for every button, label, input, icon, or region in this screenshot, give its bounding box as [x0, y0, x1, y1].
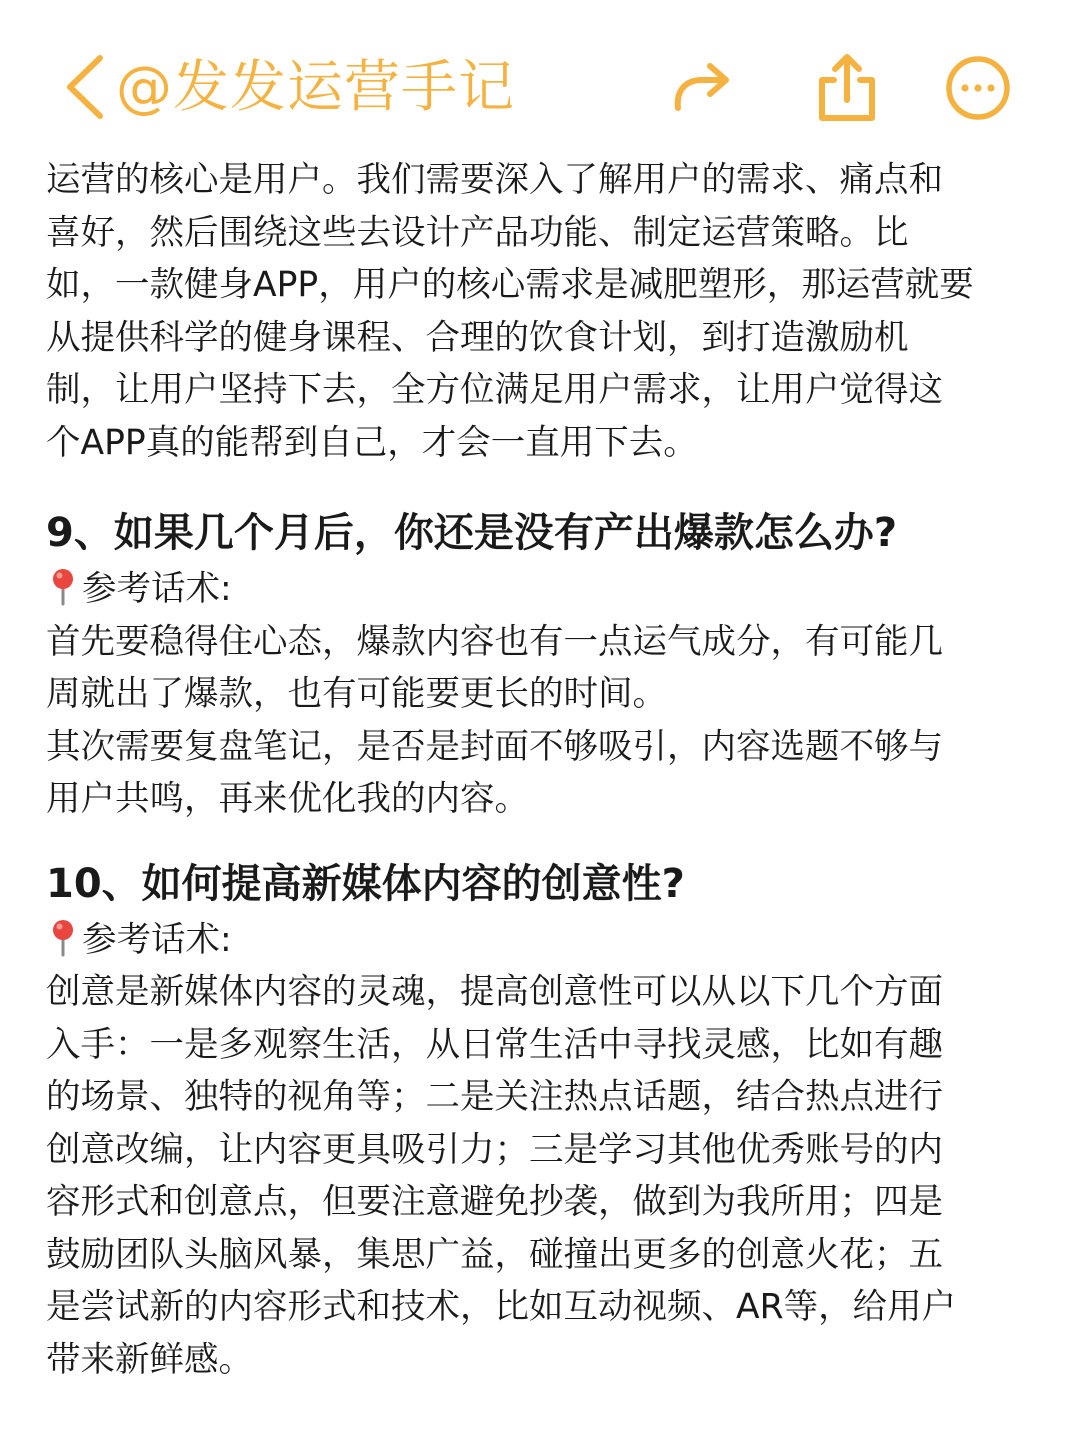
redo-arrow-icon [664, 50, 736, 126]
question-10-heading: 10、如何提高新媒体内容的创意性? [46, 860, 685, 907]
text-line: 鼓励团队头脑风暴，集思广益，碰撞出更多的创意火花；五 [46, 1234, 943, 1275]
reference-label [46, 563, 1046, 616]
text-line: 是尝试新的内容形式和技术，比如互动视频、AR等，给用户 [46, 1287, 957, 1327]
pushpin-icon [46, 566, 80, 606]
question-9-section [46, 503, 1046, 826]
text-line: 创意改编，让内容更具吸引力；三是学习其他优秀账号的内 [46, 1129, 943, 1170]
text-line: 如，一款健身APP，用户的核心需求是减肥塑形，那运营就要 [46, 265, 974, 305]
text-line: 入手：一是多观察生活，从日常生活中寻找灵感，比如有趣 [46, 1024, 943, 1065]
question-9-heading: 9、如果几个月后，你还是没有产出爆款怎么办? [46, 510, 898, 556]
back-button[interactable] [60, 50, 112, 124]
question-10-section [46, 854, 1046, 1387]
share-icon [810, 50, 882, 126]
more-button[interactable] [942, 50, 1014, 126]
text-line: 其次需要复盘笔记，是否是封面不够吸引，内容选题不够与 [46, 726, 943, 767]
more-icon [942, 50, 1014, 126]
top-bar [0, 0, 1080, 160]
note-content [46, 154, 1046, 1386]
text-line: 创意是新媒体内容的灵魂，提高创意性可以从以下几个方面 [46, 972, 943, 1012]
text-line: 用户共鸣，再来优化我的内容。 [46, 779, 529, 819]
text-line: 个APP真的能帮到自己，才会一直用下去。 [46, 422, 698, 463]
pushpin-icon [46, 917, 80, 957]
text-line: 带来新鲜感。 [46, 1339, 253, 1380]
text-line: 容形式和创意点，但要注意避免抄袭，做到为我所用；四是 [46, 1182, 943, 1222]
account-title: @发发运营手记 [116, 55, 515, 120]
reference-label-text: 参考话术: [82, 569, 232, 609]
text-line: 周就出了爆款，也有可能要更长的时间。 [46, 674, 667, 714]
reference-label [46, 914, 1046, 967]
reference-label-text: 参考话术: [82, 919, 232, 960]
text-line: 制，让用户坚持下去，全方位满足用户需求，让用户觉得这 [46, 370, 943, 410]
text-line: 从提供科学的健身课程、合理的饮食计划，到打造激励机 [46, 317, 909, 358]
text-line: 喜好，然后围绕这些去设计产品功能、制定运营策略。比 [46, 212, 909, 253]
redo-button[interactable] [664, 50, 736, 126]
text-line: 的场景、独特的视角等；二是关注热点话题，结合热点进行 [46, 1077, 943, 1117]
share-button[interactable] [810, 50, 882, 126]
chevron-left-icon [60, 50, 112, 124]
text-line: 首先要稳得住心态，爆款内容也有一点运气成分，有可能几 [46, 621, 943, 662]
intro-paragraph [46, 154, 1046, 469]
text-line: 运营的核心是用户。我们需要深入了解用户的需求、痛点和 [46, 160, 943, 200]
